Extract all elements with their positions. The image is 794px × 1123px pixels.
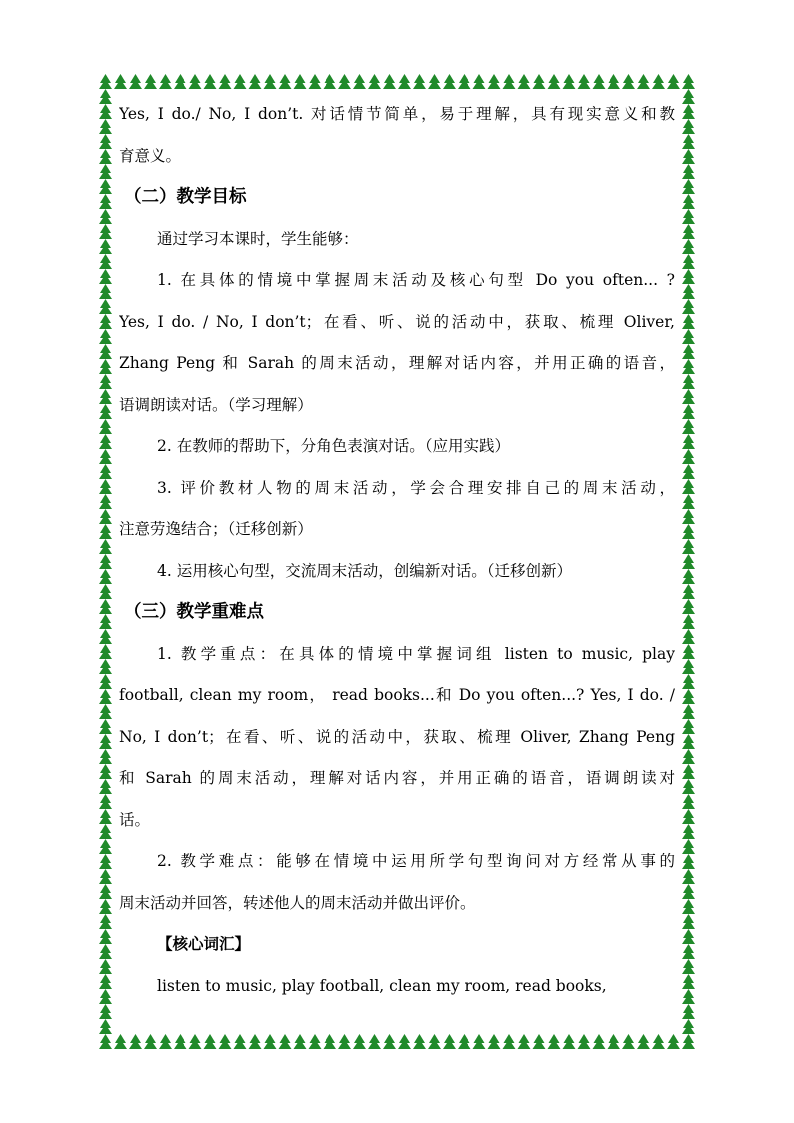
paragraph-line: 2. 在教师的帮助下，分角色表演对话。（应用实践） <box>157 437 510 455</box>
document-body <box>119 94 675 1007</box>
paragraph-line: 1. 教学重点：在具体的情境中掌握词组 listen to music, play <box>157 644 675 663</box>
paragraph-line: No, I don’t；在看、听、说的活动中，获取、梳理 Oliver, Zhang Peng <box>119 727 675 746</box>
paragraph-line: 通过学习本课时，学生能够： <box>157 229 359 248</box>
paragraph-line: 育意义。 <box>119 146 182 165</box>
paragraph-line: 注意劳逸结合；（迁移创新） <box>119 520 313 538</box>
paragraph-line: 话。 <box>119 810 151 829</box>
paragraph-line: listen to music, play football, clean my room, read books, <box>157 976 607 995</box>
paragraph-line: 和 Sarah 的周末活动，理解对话内容，并用正确的语音，语调朗读对 <box>119 769 675 787</box>
core-vocabulary-heading: 【核心词汇】 <box>157 935 251 953</box>
paragraph-line: football, clean my room， read books...和 Do you often...? Yes, I do. / <box>119 686 675 704</box>
paragraph-line: Yes, I do./ No, I don’t. 对话情节简单，易于理解，具有现实意义和教 <box>119 105 675 123</box>
paragraph-line: Yes, I do. / No, I don’t；在看、听、说的活动中，获取、梳理 Oliver, <box>119 312 675 331</box>
section-heading-key-points: （三）教学重难点 <box>124 602 264 622</box>
paragraph-line: 语调朗读对话。（学习理解） <box>119 395 313 414</box>
paragraph-line: 4. 运用核心句型，交流周末活动，创编新对话。（迁移创新） <box>157 561 572 580</box>
paragraph-line: 3. 评价教材人物的周末活动，学会合理安排自己的周末活动， <box>157 478 675 497</box>
paragraph-line: 2. 教学难点：能够在情境中运用所学句型询问对方经常从事的 <box>157 852 675 870</box>
paragraph-line: Zhang Peng 和 Sarah 的周末活动，理解对话内容，并用正确的语音， <box>119 354 675 372</box>
section-heading-objectives: （二）教学目标 <box>124 187 247 207</box>
paragraph-line: 周末活动并回答，转述他人的周末活动并做出评价。 <box>119 893 476 912</box>
paragraph-line: 1. 在具体的情境中掌握周末活动及核心句型 Do you often... ? <box>157 271 675 289</box>
